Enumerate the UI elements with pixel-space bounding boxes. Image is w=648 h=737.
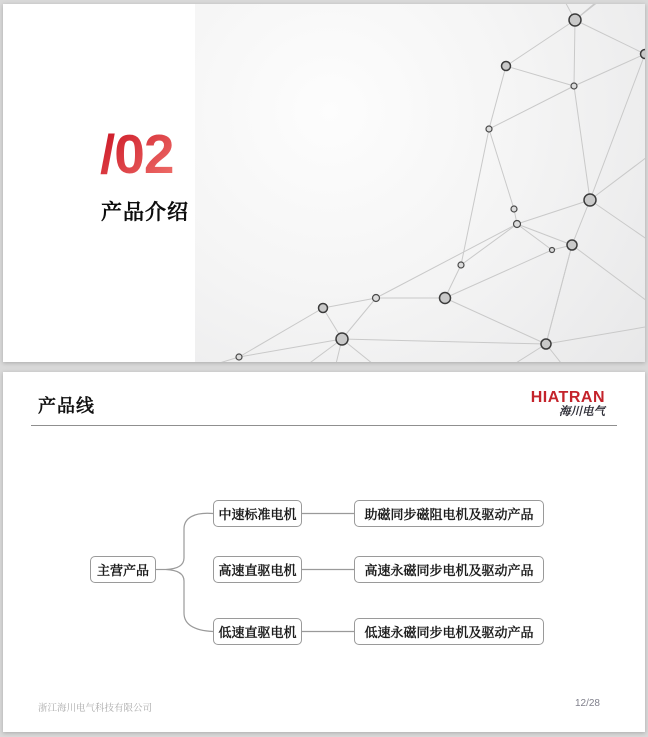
network-graphic (195, 4, 645, 362)
section-title: 产品介绍 (101, 201, 189, 224)
cover-gradient-panel (195, 4, 645, 362)
logo-chinese-name: 海川电气 (559, 406, 605, 418)
footer-company: 浙江海川电气科技有限公司 (38, 703, 153, 714)
tree-product-box: 高速永磁同步电机及驱动产品 (354, 556, 544, 583)
tree-root-box: 主营产品 (90, 556, 156, 583)
tree-category-box: 高速直驱电机 (213, 556, 302, 583)
slide-section-cover (3, 4, 645, 362)
tree-product-box: 助磁同步磁阻电机及驱动产品 (354, 500, 544, 527)
slide-product-line (3, 372, 645, 732)
tree-category-box: 中速标准电机 (213, 500, 302, 527)
tree-category-box: 低速直驱电机 (213, 618, 302, 645)
tree-connectors (3, 372, 645, 732)
page-number: 12/28 (574, 698, 600, 709)
tree-product-box: 低速永磁同步电机及驱动产品 (354, 618, 544, 645)
slide-title: 产品线 (38, 396, 95, 416)
logo-wordmark: HIATRAN (530, 389, 605, 406)
section-number: /02 (100, 123, 174, 185)
